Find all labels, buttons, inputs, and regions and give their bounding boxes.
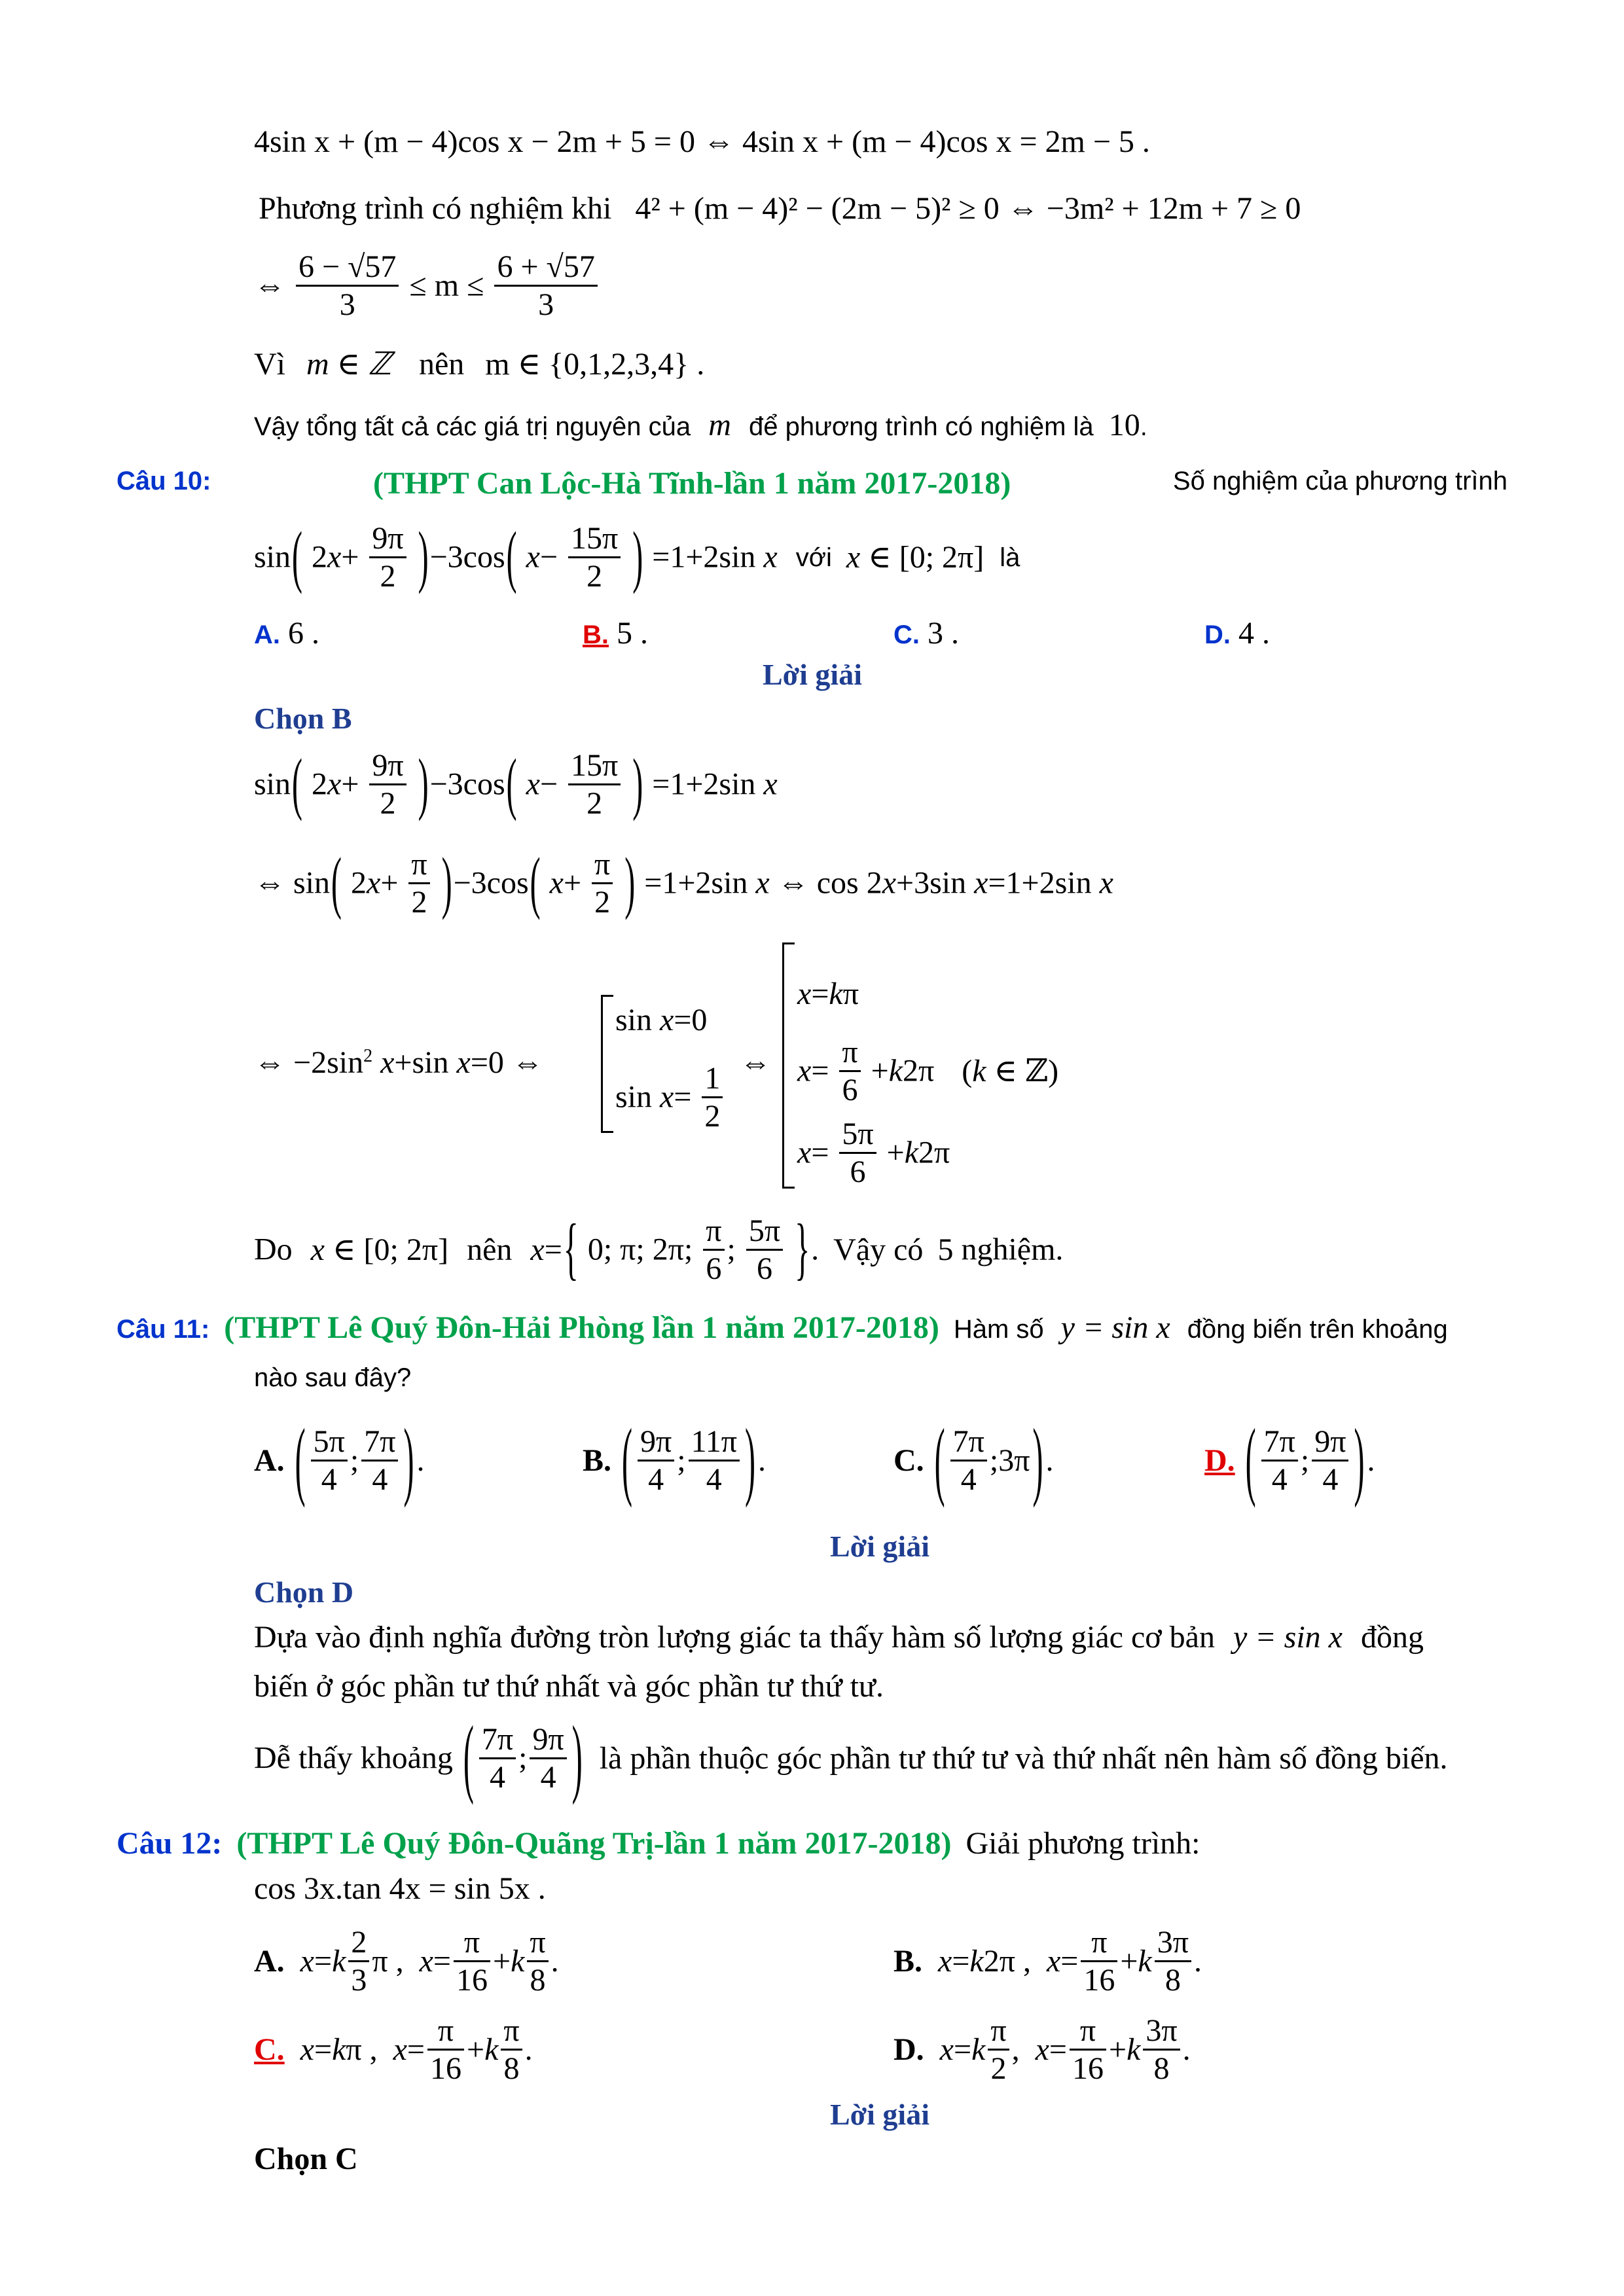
question-10-source: (THPT Can Lộc-Hà Tĩnh-lần 1 năm 2017-2018) [373, 466, 1011, 501]
question-11-choice: Chọn D [254, 1575, 354, 1609]
integer-set-line: Vì m ∈ ℤ nên m ∈ {0,1,2,3,4} . [254, 347, 705, 382]
conclusion-line: Vậy tổng tất cả các giá trị nguyên của m để phương trình có nghiệm là 10. [254, 408, 1147, 442]
condition-text: Phương trình có nghiệm khi [259, 191, 612, 226]
condition-line [259, 193, 1301, 224]
q10-step-conclusion: Do x ∈ [0; 2π] nên x={ 0; π; 2π; $\frac{\pi}{6}$ ; $\frac{5\pi}{6}$ }. Vậy có 5 nghiệm. [254, 1211, 1064, 1287]
question-12-solution-title: Lời giải [830, 2098, 929, 2131]
q10-step-2: ⇔ sin( 2x+ $\frac{\pi}{2}$ )−3cos( x+ $\frac{\pi}{2}$ ) =1+2sin x ⇔ cos 2x+3sin x=1+2sin x [254, 844, 1113, 921]
question-11-source: (THPT Lê Quý Đôn-Hải Phòng lần 1 năm 2017-2018) [224, 1310, 939, 1345]
question-10-stem: Số nghiệm của phương trình [1172, 467, 1507, 495]
question-11-option-d[interactable]: D. ( $\frac{7\pi}{4}$ ; $\frac{9\pi}{4}$ ). [1204, 1412, 1375, 1509]
question-12-choice: Chọn C [254, 2142, 358, 2176]
range-line: ⇔ $\frac{6 - √57}{3}$ ≤ m ≤ $\frac{6 + √57}{3}$ [254, 249, 600, 323]
question-11-explain-1: Dựa vào định nghĩa đường tròn lượng giác ta thấy hàm số lượng giác cơ bản y = sin x đồng [254, 1620, 1424, 1655]
question-12-option-d[interactable]: D. x=k $\frac{\pi}{2}$ , x= $\frac{\pi}{16}$ +k $\frac{3\pi}{8}$ . [893, 2013, 1191, 2087]
question-10-label: Câu 10: [117, 467, 211, 495]
question-10-option-b[interactable]: B. 5 . [583, 616, 648, 651]
range-upper-fraction: $\frac{6 + √57}{3}$ [494, 249, 597, 323]
question-11-header: Câu 11: (THPT Lê Quý Đôn-Hải Phòng lần 1 năm 2017-2018) Hàm số y = sin x đồng biến trên khoảng [117, 1310, 1448, 1345]
q10-root-3: x= $\frac{5\pi}{6}$ +k2π [797, 1117, 950, 1190]
q10-step-3-lhs: ⇔ $-2\sin^2$ x+sin x=0 ⇔ [254, 1045, 543, 1080]
question-12-source: (THPT Lê Quý Đôn-Quãng Trị-lần 1 năm 2017-2018) [236, 1826, 952, 1861]
range-lower-fraction: $\frac{6 - √57}{3}$ [296, 249, 399, 323]
question-10-option-c[interactable]: C. 3 . [893, 616, 959, 651]
question-12-option-a[interactable]: A. x=k $\frac{2}{3}$ π , x= $\frac{\pi}{16}$ +k $\frac{\pi}{8}$ . [254, 1925, 559, 1998]
question-12-header: Câu 12: (THPT Lê Quý Đôn-Quãng Trị-lần 1 năm 2017-2018) Giải phương trình: [117, 1826, 1200, 1861]
question-11-option-a[interactable]: A. ( $\frac{5\pi}{4}$ ; $\frac{7\pi}{4}$ ). [254, 1412, 425, 1509]
question-10-header [117, 468, 1507, 499]
question-10-equation: sin( 2x+ $\frac{9\pi}{2}$ )−3cos( x− $\frac{15\pi}{2}$ ) =1+2sin x với x ∈ [0; 2π] là [254, 518, 1020, 595]
question-12-option-c[interactable]: C. x=kπ , x= $\frac{\pi}{16}$ +k $\frac{\pi}{8}$ . [254, 2013, 533, 2087]
question-12-equation: cos 3x.tan 4x = sin 5x . [254, 1871, 546, 1906]
q10-bracket-1 [601, 995, 613, 1133]
equation-line-1: 4sin x + (m − 4)cos x − 2m + 5 = 0 ⇔ 4sin x + (m − 4)cos x = 2m − 5 . [254, 124, 1150, 159]
question-11-label: Câu 11: [117, 1315, 210, 1344]
q10-root-1: x=kπ [797, 977, 859, 1011]
condition-math: 4² + (m − 4)² − (2m − 5)² ≥ 0 ⇔ −3m² + 12m + 7 ≥ 0 [635, 191, 1301, 226]
q10-equiv: ⇔ [740, 1045, 771, 1080]
question-10-solution-title: Lời giải [763, 658, 862, 691]
question-11-option-c[interactable]: C. ( $\frac{7\pi}{4}$ ;3π). [893, 1412, 1054, 1509]
q10-case-sin-0: sin x=0 [615, 1003, 708, 1037]
question-11-solution-title: Lời giải [830, 1530, 929, 1563]
question-10-option-a[interactable]: A. 6 . [254, 616, 319, 651]
question-11-explain-3: Dễ thấy khoảng ( $\frac{7\pi}{4}$ ; $\frac{9\pi}{4}$ ) là phần thuộc góc phần tư thứ tư và thứ nhất nên hàm số đồng biến. [254, 1709, 1448, 1806]
q10-bracket-2 [782, 942, 795, 1189]
question-12-option-b[interactable]: B. x=k2π , x= $\frac{\pi}{16}$ +k $\frac{3\pi}{8}$ . [893, 1925, 1202, 1998]
q10-step-1: sin( 2x+ $\frac{9\pi}{2}$ )−3cos( x− $\frac{15\pi}{2}$ ) =1+2sin x [254, 745, 778, 822]
question-11-option-b[interactable]: B. ( $\frac{9\pi}{4}$ ; $\frac{11\pi}{4}$ ). [583, 1412, 767, 1509]
question-11-stem-cont: nào sau đây? [254, 1363, 412, 1392]
question-10-option-d[interactable]: D. 4 . [1204, 616, 1270, 651]
question-10-choice: Chọn B [254, 702, 352, 735]
q10-root-2: x= $\frac{\pi}{6}$ +k2π (k ∈ ℤ) [797, 1035, 1059, 1108]
question-12-label: Câu 12: [117, 1826, 223, 1861]
question-11-explain-2: biến ở góc phần tư thứ nhất và góc phần tư thứ tư. [254, 1669, 884, 1704]
q10-case-sin-half: sin x= $\frac{1}{2}$ [615, 1060, 725, 1134]
